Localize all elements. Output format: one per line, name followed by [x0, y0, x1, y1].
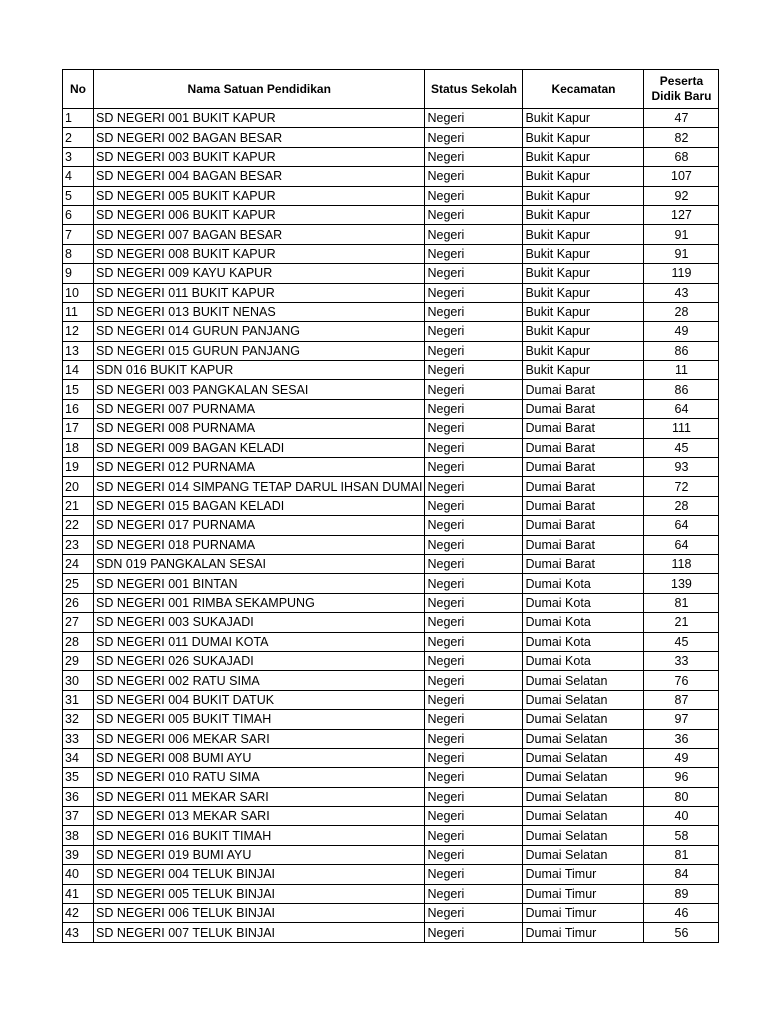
- cell-nama: SD NEGERI 007 TELUK BINJAI: [94, 923, 425, 942]
- school-table: [62, 69, 719, 943]
- cell-status: Negeri: [425, 710, 523, 729]
- cell-kecamatan: Bukit Kapur: [523, 128, 644, 147]
- cell-peserta: 49: [644, 748, 719, 767]
- cell-nama: SD NEGERI 012 PURNAMA: [94, 458, 425, 477]
- cell-peserta: 64: [644, 399, 719, 418]
- cell-no: 17: [63, 419, 94, 438]
- cell-peserta: 72: [644, 477, 719, 496]
- table-row: [63, 283, 719, 302]
- cell-no: 37: [63, 807, 94, 826]
- cell-nama: SD NEGERI 005 BUKIT TIMAH: [94, 710, 425, 729]
- table-row: [63, 109, 719, 128]
- cell-status: Negeri: [425, 516, 523, 535]
- cell-nama: SD NEGERI 017 PURNAMA: [94, 516, 425, 535]
- cell-nama: SD NEGERI 006 MEKAR SARI: [94, 729, 425, 748]
- cell-nama: SD NEGERI 011 DUMAI KOTA: [94, 632, 425, 651]
- cell-peserta: 28: [644, 302, 719, 321]
- cell-peserta: 43: [644, 283, 719, 302]
- cell-peserta: 91: [644, 244, 719, 263]
- cell-no: 2: [63, 128, 94, 147]
- cell-no: 13: [63, 341, 94, 360]
- cell-status: Negeri: [425, 438, 523, 457]
- cell-no: 19: [63, 458, 94, 477]
- cell-peserta: 82: [644, 128, 719, 147]
- cell-status: Negeri: [425, 341, 523, 360]
- cell-no: 7: [63, 225, 94, 244]
- school-table-sheet: [62, 69, 719, 943]
- header-kecamatan: Kecamatan: [523, 70, 644, 109]
- cell-no: 11: [63, 302, 94, 321]
- cell-kecamatan: Dumai Barat: [523, 399, 644, 418]
- table-row: [63, 690, 719, 709]
- cell-kecamatan: Dumai Kota: [523, 593, 644, 612]
- cell-peserta: 36: [644, 729, 719, 748]
- cell-nama: SD NEGERI 006 TELUK BINJAI: [94, 904, 425, 923]
- cell-kecamatan: Dumai Selatan: [523, 787, 644, 806]
- cell-no: 27: [63, 613, 94, 632]
- cell-peserta: 33: [644, 651, 719, 670]
- cell-no: 24: [63, 554, 94, 573]
- cell-status: Negeri: [425, 748, 523, 767]
- cell-status: Negeri: [425, 380, 523, 399]
- table-row: [63, 361, 719, 380]
- cell-no: 8: [63, 244, 94, 263]
- cell-no: 43: [63, 923, 94, 942]
- cell-no: 23: [63, 535, 94, 554]
- cell-no: 1: [63, 109, 94, 128]
- cell-status: Negeri: [425, 458, 523, 477]
- table-row: [63, 322, 719, 341]
- cell-status: Negeri: [425, 554, 523, 573]
- cell-status: Negeri: [425, 167, 523, 186]
- cell-nama: SD NEGERI 004 BUKIT DATUK: [94, 690, 425, 709]
- table-row: [63, 884, 719, 903]
- cell-kecamatan: Bukit Kapur: [523, 186, 644, 205]
- header-peserta: [644, 70, 719, 109]
- cell-kecamatan: Dumai Selatan: [523, 768, 644, 787]
- cell-nama: SD NEGERI 014 GURUN PANJANG: [94, 322, 425, 341]
- cell-peserta: 93: [644, 458, 719, 477]
- table-row: [63, 768, 719, 787]
- cell-no: 15: [63, 380, 94, 399]
- table-row: [63, 807, 719, 826]
- table-row: [63, 128, 719, 147]
- cell-nama: SD NEGERI 001 BINTAN: [94, 574, 425, 593]
- cell-nama: SD NEGERI 004 TELUK BINJAI: [94, 865, 425, 884]
- cell-kecamatan: Dumai Selatan: [523, 845, 644, 864]
- table-row: [63, 458, 719, 477]
- table-row: [63, 516, 719, 535]
- cell-peserta: 118: [644, 554, 719, 573]
- cell-kecamatan: Dumai Barat: [523, 380, 644, 399]
- table-row: [63, 632, 719, 651]
- table-row: [63, 651, 719, 670]
- cell-no: 35: [63, 768, 94, 787]
- cell-nama: SD NEGERI 010 RATU SIMA: [94, 768, 425, 787]
- cell-kecamatan: Bukit Kapur: [523, 244, 644, 263]
- cell-kecamatan: Dumai Barat: [523, 477, 644, 496]
- cell-kecamatan: Dumai Selatan: [523, 748, 644, 767]
- cell-kecamatan: Dumai Kota: [523, 651, 644, 670]
- cell-peserta: 86: [644, 380, 719, 399]
- table-row: [63, 380, 719, 399]
- table-row: [63, 302, 719, 321]
- cell-kecamatan: Dumai Selatan: [523, 710, 644, 729]
- table-row: [63, 554, 719, 573]
- cell-peserta: 49: [644, 322, 719, 341]
- table-row: [63, 167, 719, 186]
- cell-kecamatan: Bukit Kapur: [523, 283, 644, 302]
- cell-nama: SDN 019 PANGKALAN SESAI: [94, 554, 425, 573]
- cell-no: 10: [63, 283, 94, 302]
- header-peserta-line2: Didik Baru: [651, 89, 712, 103]
- cell-nama: SD NEGERI 013 BUKIT NENAS: [94, 302, 425, 321]
- cell-kecamatan: Dumai Barat: [523, 535, 644, 554]
- cell-no: 31: [63, 690, 94, 709]
- table-row: [63, 186, 719, 205]
- table-row: [63, 904, 719, 923]
- cell-no: 22: [63, 516, 94, 535]
- cell-kecamatan: Bukit Kapur: [523, 341, 644, 360]
- cell-kecamatan: Dumai Selatan: [523, 807, 644, 826]
- cell-kecamatan: Dumai Selatan: [523, 729, 644, 748]
- cell-status: Negeri: [425, 399, 523, 418]
- cell-nama: SD NEGERI 002 RATU SIMA: [94, 671, 425, 690]
- cell-nama: SD NEGERI 006 BUKIT KAPUR: [94, 205, 425, 224]
- cell-nama: SD NEGERI 004 BAGAN BESAR: [94, 167, 425, 186]
- cell-nama: SD NEGERI 001 BUKIT KAPUR: [94, 109, 425, 128]
- cell-peserta: 68: [644, 147, 719, 166]
- cell-peserta: 58: [644, 826, 719, 845]
- table-row: [63, 729, 719, 748]
- cell-peserta: 11: [644, 361, 719, 380]
- cell-kecamatan: Dumai Kota: [523, 632, 644, 651]
- header-no: No: [63, 70, 94, 109]
- cell-peserta: 87: [644, 690, 719, 709]
- cell-no: 40: [63, 865, 94, 884]
- cell-nama: SD NEGERI 008 BUMI AYU: [94, 748, 425, 767]
- cell-no: 16: [63, 399, 94, 418]
- cell-nama: SD NEGERI 003 BUKIT KAPUR: [94, 147, 425, 166]
- cell-no: 21: [63, 496, 94, 515]
- table-row: [63, 574, 719, 593]
- cell-status: Negeri: [425, 729, 523, 748]
- cell-status: Negeri: [425, 186, 523, 205]
- cell-peserta: 76: [644, 671, 719, 690]
- cell-status: Negeri: [425, 147, 523, 166]
- cell-status: Negeri: [425, 477, 523, 496]
- cell-nama: SD NEGERI 015 BAGAN KELADI: [94, 496, 425, 515]
- cell-peserta: 97: [644, 710, 719, 729]
- cell-status: Negeri: [425, 361, 523, 380]
- cell-status: Negeri: [425, 613, 523, 632]
- cell-kecamatan: Dumai Timur: [523, 884, 644, 903]
- cell-no: 38: [63, 826, 94, 845]
- cell-no: 32: [63, 710, 94, 729]
- table-row: [63, 923, 719, 942]
- cell-peserta: 86: [644, 341, 719, 360]
- table-row: [63, 399, 719, 418]
- cell-nama: SD NEGERI 013 MEKAR SARI: [94, 807, 425, 826]
- table-row: [63, 613, 719, 632]
- cell-kecamatan: Dumai Barat: [523, 496, 644, 515]
- table-row: [63, 438, 719, 457]
- cell-nama: SD NEGERI 007 BAGAN BESAR: [94, 225, 425, 244]
- table-row: [63, 341, 719, 360]
- cell-peserta: 47: [644, 109, 719, 128]
- cell-kecamatan: Bukit Kapur: [523, 361, 644, 380]
- cell-kecamatan: Bukit Kapur: [523, 264, 644, 283]
- table-row: [63, 264, 719, 283]
- cell-peserta: 64: [644, 535, 719, 554]
- cell-nama: SD NEGERI 026 SUKAJADI: [94, 651, 425, 670]
- cell-status: Negeri: [425, 109, 523, 128]
- cell-kecamatan: Bukit Kapur: [523, 167, 644, 186]
- cell-kecamatan: Dumai Selatan: [523, 690, 644, 709]
- cell-kecamatan: Dumai Kota: [523, 574, 644, 593]
- cell-no: 26: [63, 593, 94, 612]
- cell-no: 42: [63, 904, 94, 923]
- cell-nama: SD NEGERI 003 PANGKALAN SESAI: [94, 380, 425, 399]
- cell-no: 25: [63, 574, 94, 593]
- cell-nama: SD NEGERI 007 PURNAMA: [94, 399, 425, 418]
- cell-nama: SD NEGERI 009 KAYU KAPUR: [94, 264, 425, 283]
- cell-peserta: 107: [644, 167, 719, 186]
- cell-peserta: 119: [644, 264, 719, 283]
- cell-status: Negeri: [425, 865, 523, 884]
- cell-kecamatan: Dumai Selatan: [523, 826, 644, 845]
- cell-status: Negeri: [425, 768, 523, 787]
- cell-kecamatan: Dumai Barat: [523, 554, 644, 573]
- cell-no: 28: [63, 632, 94, 651]
- cell-no: 9: [63, 264, 94, 283]
- cell-peserta: 127: [644, 205, 719, 224]
- cell-no: 36: [63, 787, 94, 806]
- cell-nama: SD NEGERI 005 TELUK BINJAI: [94, 884, 425, 903]
- cell-nama: SD NEGERI 015 GURUN PANJANG: [94, 341, 425, 360]
- cell-peserta: 80: [644, 787, 719, 806]
- cell-no: 30: [63, 671, 94, 690]
- cell-kecamatan: Dumai Timur: [523, 865, 644, 884]
- cell-peserta: 81: [644, 845, 719, 864]
- cell-nama: SD NEGERI 016 BUKIT TIMAH: [94, 826, 425, 845]
- cell-no: 6: [63, 205, 94, 224]
- header-row: [63, 70, 719, 109]
- cell-status: Negeri: [425, 651, 523, 670]
- table-row: [63, 710, 719, 729]
- cell-no: 34: [63, 748, 94, 767]
- cell-status: Negeri: [425, 419, 523, 438]
- cell-nama: SD NEGERI 009 BAGAN KELADI: [94, 438, 425, 457]
- table-row: [63, 419, 719, 438]
- table-row: [63, 865, 719, 884]
- table-header: [63, 70, 719, 109]
- table-row: [63, 225, 719, 244]
- cell-no: 33: [63, 729, 94, 748]
- table-row: [63, 845, 719, 864]
- cell-no: 29: [63, 651, 94, 670]
- cell-status: Negeri: [425, 807, 523, 826]
- header-status: Status Sekolah: [425, 70, 523, 109]
- cell-no: 18: [63, 438, 94, 457]
- cell-peserta: 139: [644, 574, 719, 593]
- cell-kecamatan: Dumai Barat: [523, 516, 644, 535]
- table-body: [63, 109, 719, 943]
- cell-peserta: 45: [644, 632, 719, 651]
- cell-status: Negeri: [425, 904, 523, 923]
- cell-no: 41: [63, 884, 94, 903]
- cell-status: Negeri: [425, 574, 523, 593]
- cell-nama: SD NEGERI 002 BAGAN BESAR: [94, 128, 425, 147]
- cell-kecamatan: Dumai Barat: [523, 438, 644, 457]
- cell-nama: SD NEGERI 014 SIMPANG TETAP DARUL IHSAN DUMAI: [94, 477, 425, 496]
- cell-nama: SD NEGERI 018 PURNAMA: [94, 535, 425, 554]
- table-row: [63, 826, 719, 845]
- cell-peserta: 56: [644, 923, 719, 942]
- cell-status: Negeri: [425, 205, 523, 224]
- cell-no: 3: [63, 147, 94, 166]
- cell-kecamatan: Bukit Kapur: [523, 109, 644, 128]
- cell-status: Negeri: [425, 535, 523, 554]
- cell-status: Negeri: [425, 496, 523, 515]
- cell-status: Negeri: [425, 845, 523, 864]
- cell-kecamatan: Dumai Barat: [523, 419, 644, 438]
- cell-peserta: 89: [644, 884, 719, 903]
- cell-peserta: 21: [644, 613, 719, 632]
- table-row: [63, 787, 719, 806]
- cell-nama: SD NEGERI 008 BUKIT KAPUR: [94, 244, 425, 263]
- cell-nama: SD NEGERI 001 RIMBA SEKAMPUNG: [94, 593, 425, 612]
- cell-no: 12: [63, 322, 94, 341]
- table-row: [63, 671, 719, 690]
- cell-status: Negeri: [425, 923, 523, 942]
- header-nama: Nama Satuan Pendidikan: [94, 70, 425, 109]
- header-peserta-line1: Peserta: [659, 74, 704, 88]
- table-row: [63, 535, 719, 554]
- cell-kecamatan: Bukit Kapur: [523, 225, 644, 244]
- cell-status: Negeri: [425, 593, 523, 612]
- cell-no: 5: [63, 186, 94, 205]
- table-row: [63, 477, 719, 496]
- cell-kecamatan: Bukit Kapur: [523, 147, 644, 166]
- cell-status: Negeri: [425, 283, 523, 302]
- cell-status: Negeri: [425, 225, 523, 244]
- cell-nama: SD NEGERI 019 BUMI AYU: [94, 845, 425, 864]
- table-row: [63, 496, 719, 515]
- cell-no: 20: [63, 477, 94, 496]
- cell-nama: SDN 016 BUKIT KAPUR: [94, 361, 425, 380]
- cell-nama: SD NEGERI 003 SUKAJADI: [94, 613, 425, 632]
- cell-kecamatan: Dumai Timur: [523, 923, 644, 942]
- cell-status: Negeri: [425, 787, 523, 806]
- cell-peserta: 28: [644, 496, 719, 515]
- cell-status: Negeri: [425, 244, 523, 263]
- cell-peserta: 81: [644, 593, 719, 612]
- cell-status: Negeri: [425, 690, 523, 709]
- cell-kecamatan: Bukit Kapur: [523, 302, 644, 321]
- cell-nama: SD NEGERI 005 BUKIT KAPUR: [94, 186, 425, 205]
- cell-status: Negeri: [425, 671, 523, 690]
- cell-peserta: 92: [644, 186, 719, 205]
- cell-kecamatan: Bukit Kapur: [523, 322, 644, 341]
- cell-peserta: 46: [644, 904, 719, 923]
- cell-nama: SD NEGERI 011 BUKIT KAPUR: [94, 283, 425, 302]
- cell-peserta: 40: [644, 807, 719, 826]
- cell-no: 39: [63, 845, 94, 864]
- cell-peserta: 111: [644, 419, 719, 438]
- cell-nama: SD NEGERI 011 MEKAR SARI: [94, 787, 425, 806]
- table-row: [63, 147, 719, 166]
- cell-kecamatan: Dumai Timur: [523, 904, 644, 923]
- cell-kecamatan: Dumai Barat: [523, 458, 644, 477]
- cell-nama: SD NEGERI 008 PURNAMA: [94, 419, 425, 438]
- table-row: [63, 244, 719, 263]
- table-row: [63, 748, 719, 767]
- cell-status: Negeri: [425, 322, 523, 341]
- cell-kecamatan: Dumai Kota: [523, 613, 644, 632]
- cell-status: Negeri: [425, 884, 523, 903]
- cell-peserta: 45: [644, 438, 719, 457]
- table-row: [63, 205, 719, 224]
- cell-status: Negeri: [425, 826, 523, 845]
- table-row: [63, 593, 719, 612]
- cell-status: Negeri: [425, 302, 523, 321]
- cell-kecamatan: Bukit Kapur: [523, 205, 644, 224]
- cell-peserta: 64: [644, 516, 719, 535]
- cell-status: Negeri: [425, 128, 523, 147]
- cell-peserta: 96: [644, 768, 719, 787]
- cell-kecamatan: Dumai Selatan: [523, 671, 644, 690]
- cell-status: Negeri: [425, 264, 523, 283]
- cell-peserta: 84: [644, 865, 719, 884]
- cell-peserta: 91: [644, 225, 719, 244]
- cell-status: Negeri: [425, 632, 523, 651]
- cell-no: 4: [63, 167, 94, 186]
- cell-no: 14: [63, 361, 94, 380]
